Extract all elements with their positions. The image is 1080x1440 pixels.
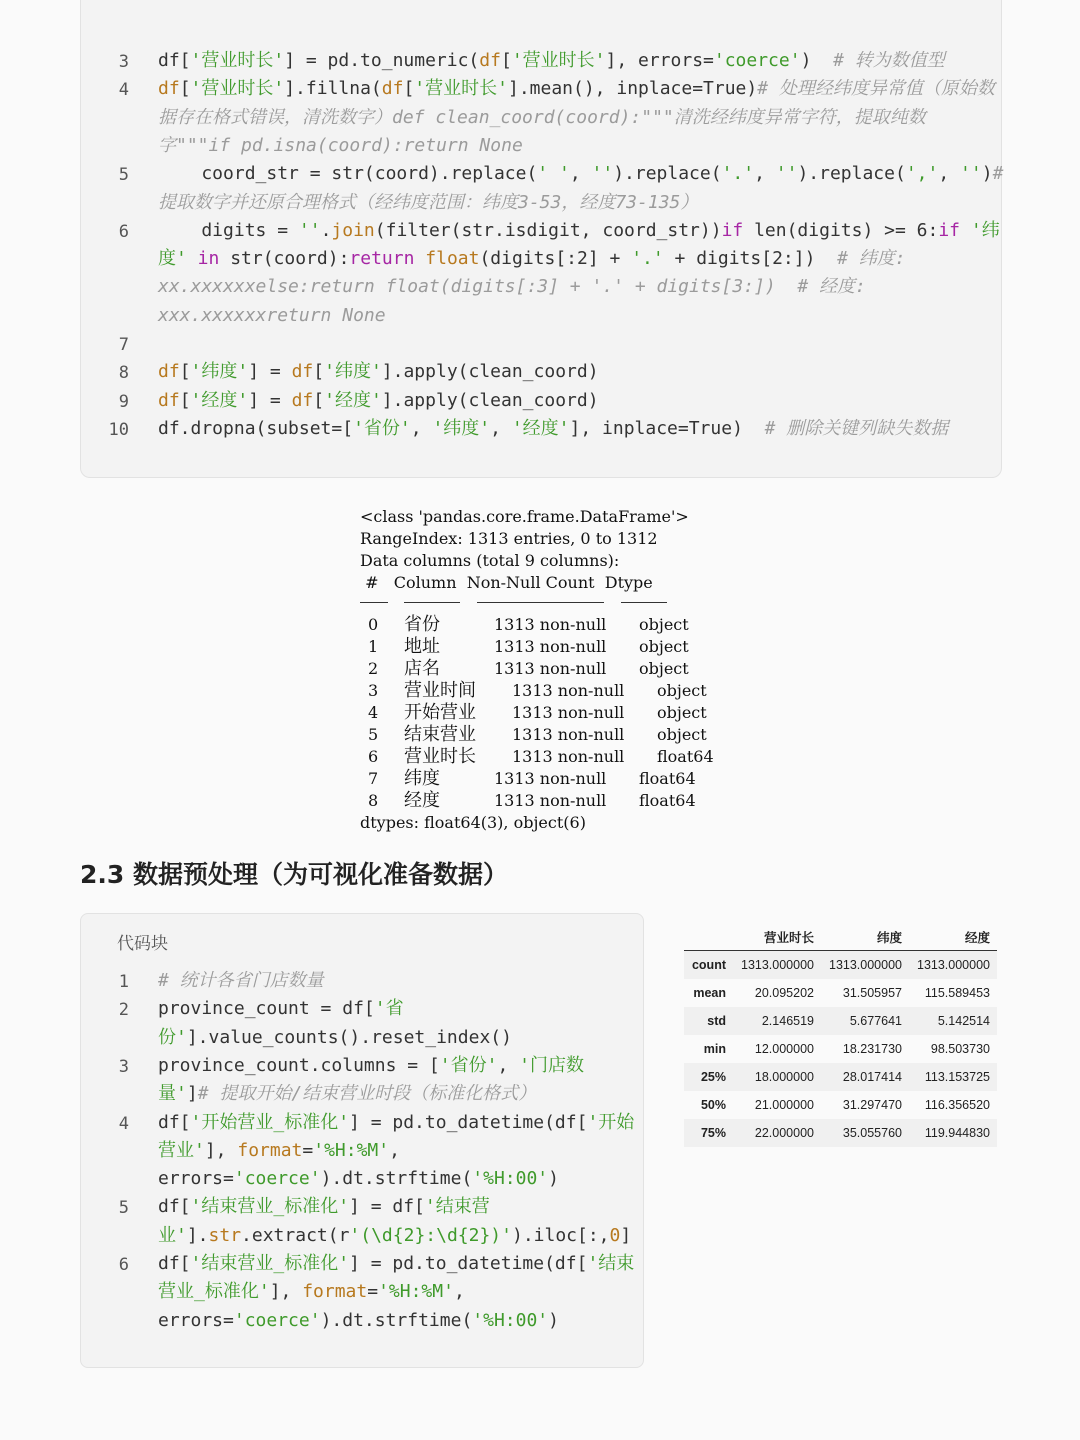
info-idx-cell: 5: [368, 725, 379, 744]
code-line: digits = ''.join(filter(str.isdigit, coord_str))if len(digits) >= 6:if '纬: [158, 219, 1000, 241]
info-count-cell: 1313 non-null: [494, 659, 607, 678]
info-col-cell: 营业时间: [404, 680, 476, 701]
info-dtypes-line: dtypes: float64(3), object(6): [360, 813, 586, 832]
table-cell: 5.677641: [849, 1014, 902, 1028]
code-line: df['营业时长'] = pd.to_numeric(df['营业时长'], errors='coerce') # 转为数值型: [158, 50, 945, 71]
table-cell: 119.944830: [924, 1126, 990, 1140]
info-dtype-cell: object: [657, 703, 707, 722]
info-header-rule: [621, 602, 667, 603]
code-line: errors='coerce').dt.strftime('%H:00'): [158, 1309, 559, 1331]
row-label: std: [707, 1014, 726, 1028]
table-cell: 1313.000000: [917, 958, 990, 972]
row-label: count: [691, 958, 726, 972]
info-idx-cell: 2: [368, 659, 379, 678]
table-row: [684, 951, 997, 979]
table-cell: 2.146519: [761, 1014, 814, 1028]
info-class-line: <class 'pandas.core.frame.DataFrame'>: [360, 507, 689, 526]
code-line: province_count = df['省: [158, 998, 404, 1020]
line-number: 5: [118, 1198, 129, 1219]
code-line: # 统计各省门店数量: [158, 970, 324, 991]
info-header-rule: [404, 602, 460, 603]
code-line: 营业'], format='%H:%M',: [158, 1139, 400, 1161]
code-line: df['经度'] = df['经度'].apply(clean_coord): [158, 389, 599, 411]
info-dtype-cell: object: [639, 659, 689, 678]
table-cell: 5.142514: [937, 1014, 990, 1028]
line-number: 10: [108, 419, 129, 440]
line-number: 7: [118, 335, 129, 355]
table-row: [684, 1119, 997, 1147]
code-line: 业'].str.extract(r'(\d{2}:\d{2})').iloc[:,0]: [158, 1224, 632, 1246]
dataframe-info-output: [360, 506, 740, 836]
info-col-cell: 纬度: [404, 768, 440, 789]
code-line: 提取数字并还原合理格式（经纬度范围：纬度3-53，经度73-135）: [158, 191, 699, 213]
info-dtype-cell: object: [639, 615, 689, 634]
info-idx-cell: 4: [368, 703, 379, 722]
info-range-line: RangeIndex: 1313 entries, 0 to 1312: [360, 529, 658, 548]
info-count-cell: 1313 non-null: [494, 637, 607, 656]
code-block-top: [80, 0, 1002, 478]
table-cell: 31.297470: [842, 1098, 902, 1112]
code-line: province_count.columns = ['省份', '门店数: [158, 1054, 584, 1076]
code-line: 营业_标准化'], format='%H:%M',: [158, 1281, 465, 1303]
row-label: 25%: [700, 1070, 726, 1084]
info-idx-cell: 0: [368, 615, 379, 634]
info-idx-cell: 1: [368, 637, 379, 656]
info-idx-cell: 7: [368, 769, 379, 788]
table-cell: 115.589453: [924, 986, 990, 1000]
info-count-cell: 1313 non-null: [494, 769, 607, 788]
info-dtype-cell: float64: [639, 769, 696, 788]
line-number: 4: [118, 80, 129, 101]
header-cell: 经度: [964, 931, 990, 945]
code-line: 量']# 提取开始/结束营业时段（标准化格式）: [158, 1083, 537, 1105]
info-dtype-cell: object: [639, 637, 689, 656]
info-columns-line: Data columns (total 9 columns):: [360, 551, 620, 570]
line-number: 4: [118, 1113, 129, 1134]
section-heading: 2.3 数据预处理（为可视化准备数据）: [80, 860, 508, 889]
code-block-bottom: [80, 913, 644, 1368]
info-dtype-cell: object: [657, 681, 707, 700]
info-count-cell: 1313 non-null: [494, 615, 607, 634]
code-line: xx.xxxxxxelse:return float(digits[:3] + '.' + digits[3:]) # 经度:: [158, 276, 866, 298]
table-row: [684, 1091, 997, 1119]
code-line: coord_str = str(coord).replace(' ', '').replace('.', '').replace(',', '')#: [158, 163, 1004, 185]
info-count-cell: 1313 non-null: [494, 791, 607, 810]
describe-table: [684, 922, 997, 1148]
table-cell: 98.503730: [930, 1042, 990, 1056]
info-col-cell: 开始营业: [404, 702, 476, 723]
info-col-cell: 结束营业: [404, 724, 476, 745]
code-line: 字"""if pd.isna(coord):return None: [158, 134, 523, 156]
table-cell: 18.231730: [842, 1042, 902, 1056]
code-line: errors='coerce').dt.strftime('%H:00'): [158, 1168, 559, 1190]
table-cell: 1313.000000: [741, 958, 814, 972]
code-line: df['结束营业_标准化'] = pd.to_datetime(df['结束: [158, 1253, 635, 1274]
line-number: 5: [118, 165, 129, 186]
table-cell: 113.153725: [924, 1070, 990, 1084]
info-col-cell: 地址: [404, 636, 440, 657]
code-line: df['开始营业_标准化'] = pd.to_datetime(df['开始: [158, 1111, 635, 1133]
line-number: 8: [118, 363, 129, 384]
info-col-cell: 经度: [404, 790, 440, 811]
table-cell: 21.000000: [754, 1098, 814, 1112]
table-row: [684, 979, 997, 1007]
line-number: 6: [118, 221, 129, 242]
info-dtype-cell: float64: [657, 747, 714, 766]
table-cell: 22.000000: [754, 1126, 814, 1140]
info-header-rule: [360, 602, 388, 603]
describe-table-header: [684, 922, 997, 952]
table-cell: 20.095202: [754, 986, 814, 1000]
info-idx-cell: 8: [368, 791, 379, 810]
row-label: 50%: [700, 1098, 726, 1112]
line-number: 3: [118, 52, 129, 72]
code-line: df['纬度'] = df['纬度'].apply(clean_coord): [158, 361, 599, 383]
code-line: 度' in str(coord):return float(digits[:2] + '.' + digits[2:]) # 纬度:: [158, 248, 906, 270]
code-block-label: 代码块: [117, 934, 168, 954]
table-cell: 35.055760: [842, 1126, 902, 1140]
info-idx-cell: 3: [368, 681, 379, 700]
code-line: df['营业时长'].fillna(df['营业时长'].mean(), inplace=True)# 处理经纬度异常值（原始数: [158, 78, 995, 100]
info-dtype-cell: object: [657, 725, 707, 744]
table-cell: 12.000000: [754, 1042, 814, 1056]
info-count-cell: 1313 non-null: [512, 703, 625, 722]
info-count-cell: 1313 non-null: [512, 747, 625, 766]
header-cell: 纬度: [876, 931, 902, 945]
code-line: 据存在格式错误，清洗数字）def clean_coord(coord):"""清洗经纬度异常字符，提取纯数: [158, 106, 926, 128]
line-number: 2: [118, 1000, 129, 1021]
table-cell: 31.505957: [842, 986, 902, 1000]
info-col-cell: 省份: [404, 614, 440, 635]
line-number: 1: [118, 972, 129, 992]
table-row: [684, 1063, 997, 1091]
info-header-line: # Column Non-Null Count Dtype: [360, 573, 653, 592]
info-dtype-cell: float64: [639, 791, 696, 810]
table-cell: 18.000000: [754, 1070, 814, 1084]
table-cell: 116.356520: [924, 1098, 990, 1112]
code-line: df.dropna(subset=['省份', '纬度', '经度'], inplace=True) # 删除关键列缺失数据: [158, 417, 949, 439]
code-line: 份'].value_counts().reset_index(): [158, 1026, 512, 1048]
info-idx-cell: 6: [368, 747, 379, 766]
line-number: 3: [118, 1056, 129, 1077]
table-row: [684, 1007, 997, 1035]
table-cell: 1313.000000: [829, 958, 902, 972]
row-label: min: [703, 1042, 726, 1056]
info-count-cell: 1313 non-null: [512, 725, 625, 744]
info-header-rule: [477, 602, 604, 603]
line-number: 6: [118, 1255, 129, 1275]
line-number: 9: [118, 391, 129, 412]
info-col-cell: 店名: [404, 658, 440, 679]
code-line: df['结束营业_标准化'] = df['结束营: [158, 1196, 490, 1218]
table-cell: 28.017414: [842, 1070, 902, 1084]
info-count-cell: 1313 non-null: [512, 681, 625, 700]
row-label: 75%: [700, 1126, 726, 1140]
code-line: xxx.xxxxxxreturn None: [158, 304, 386, 326]
info-col-cell: 营业时长: [404, 746, 476, 767]
table-row: [684, 1035, 997, 1063]
header-cell: 营业时长: [763, 931, 814, 945]
row-label: mean: [693, 986, 726, 1000]
